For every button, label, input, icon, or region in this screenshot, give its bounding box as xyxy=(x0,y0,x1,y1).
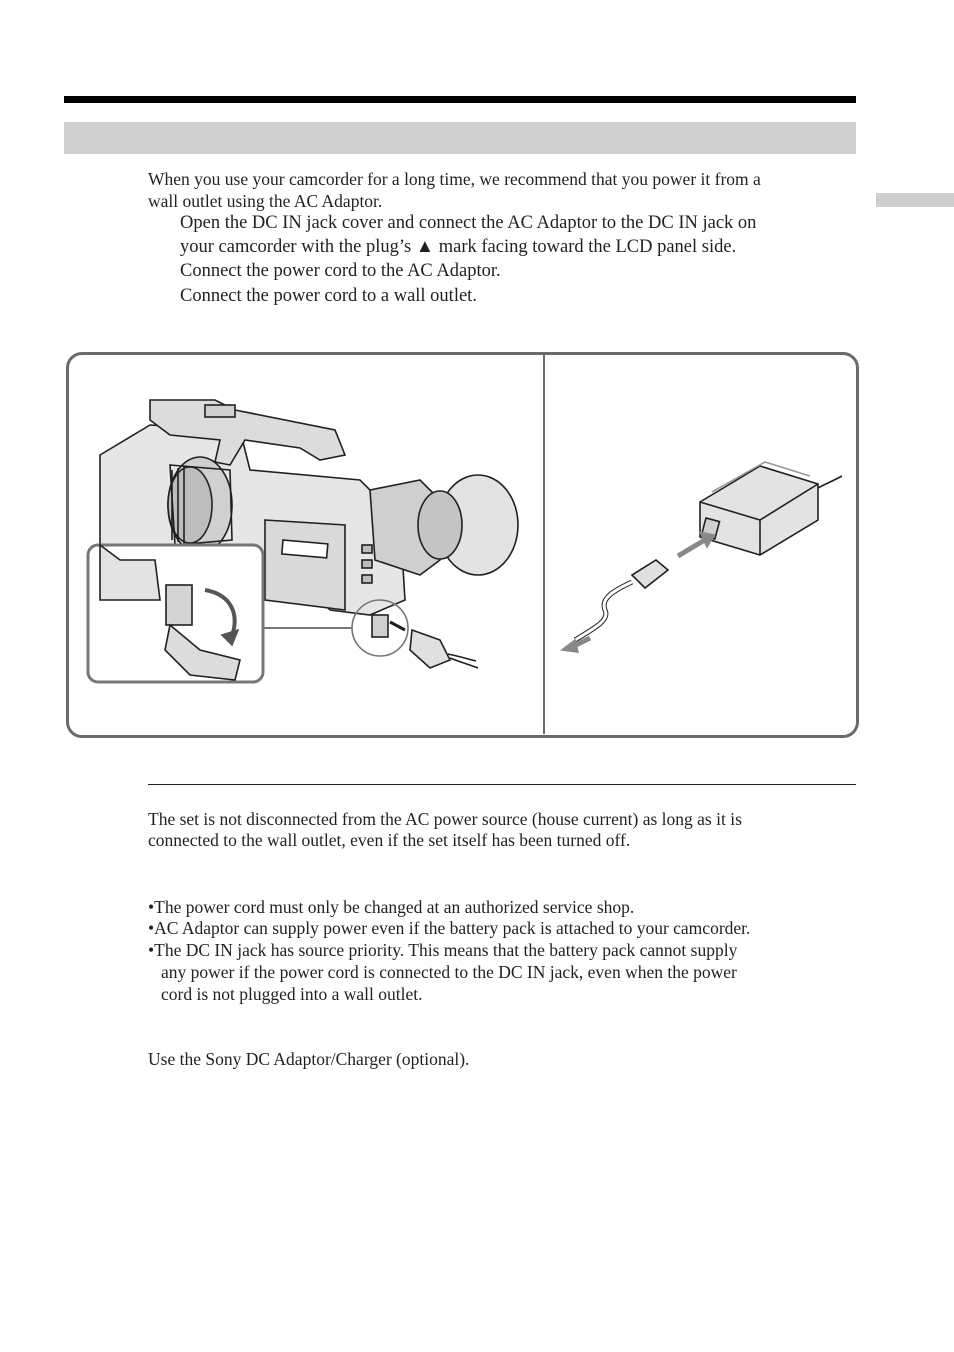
step-1-line-1: Open the DC IN jack cover and connect the AC Adaptor to the DC IN jack on xyxy=(180,213,757,233)
bullet-marker: • xyxy=(148,897,155,917)
car-tip: Use the Sony DC Adaptor/Charger (optional). xyxy=(148,1049,470,1069)
note-text: AC Adaptor can supply power even if the battery pack is attached to your camcorder. xyxy=(154,918,751,938)
note-item-1 xyxy=(148,897,634,919)
note-item-2 xyxy=(148,918,750,940)
intro-line-2: wall outlet using the AC Adaptor. xyxy=(148,191,383,211)
step-2: Connect the power cord to the AC Adaptor. xyxy=(180,261,501,281)
note-rule xyxy=(148,784,856,785)
note-item-3-cont-2: cord is not plugged into a wall outlet. xyxy=(161,984,423,1004)
note-item-3-cont-1: any power if the power cord is connected to the DC IN jack, even when the power xyxy=(161,962,737,982)
bullet-marker: • xyxy=(148,940,155,960)
caution-line-1: The set is not disconnected from the AC power source (house current) as long as it is xyxy=(148,809,742,829)
bullet-marker: • xyxy=(148,918,155,938)
caution-line-2: connected to the wall outlet, even if the set itself has been turned off. xyxy=(148,830,631,850)
note-item-3 xyxy=(148,940,737,962)
ac-adaptor-icon xyxy=(562,462,842,652)
intro-line-1: When you use your camcorder for a long time, we recommend that you power it from a xyxy=(148,169,761,189)
note-text: The power cord must only be changed at an authorized service shop. xyxy=(154,897,635,917)
step-3: Connect the power cord to a wall outlet. xyxy=(180,286,477,306)
step-1-line-2: your camcorder with the plug’s ▲ mark facing toward the LCD panel side. xyxy=(180,237,737,257)
note-text: The DC IN jack has source priority. This means that the battery pack cannot supply xyxy=(154,940,738,960)
camcorder-dc-in-icon xyxy=(88,400,518,682)
